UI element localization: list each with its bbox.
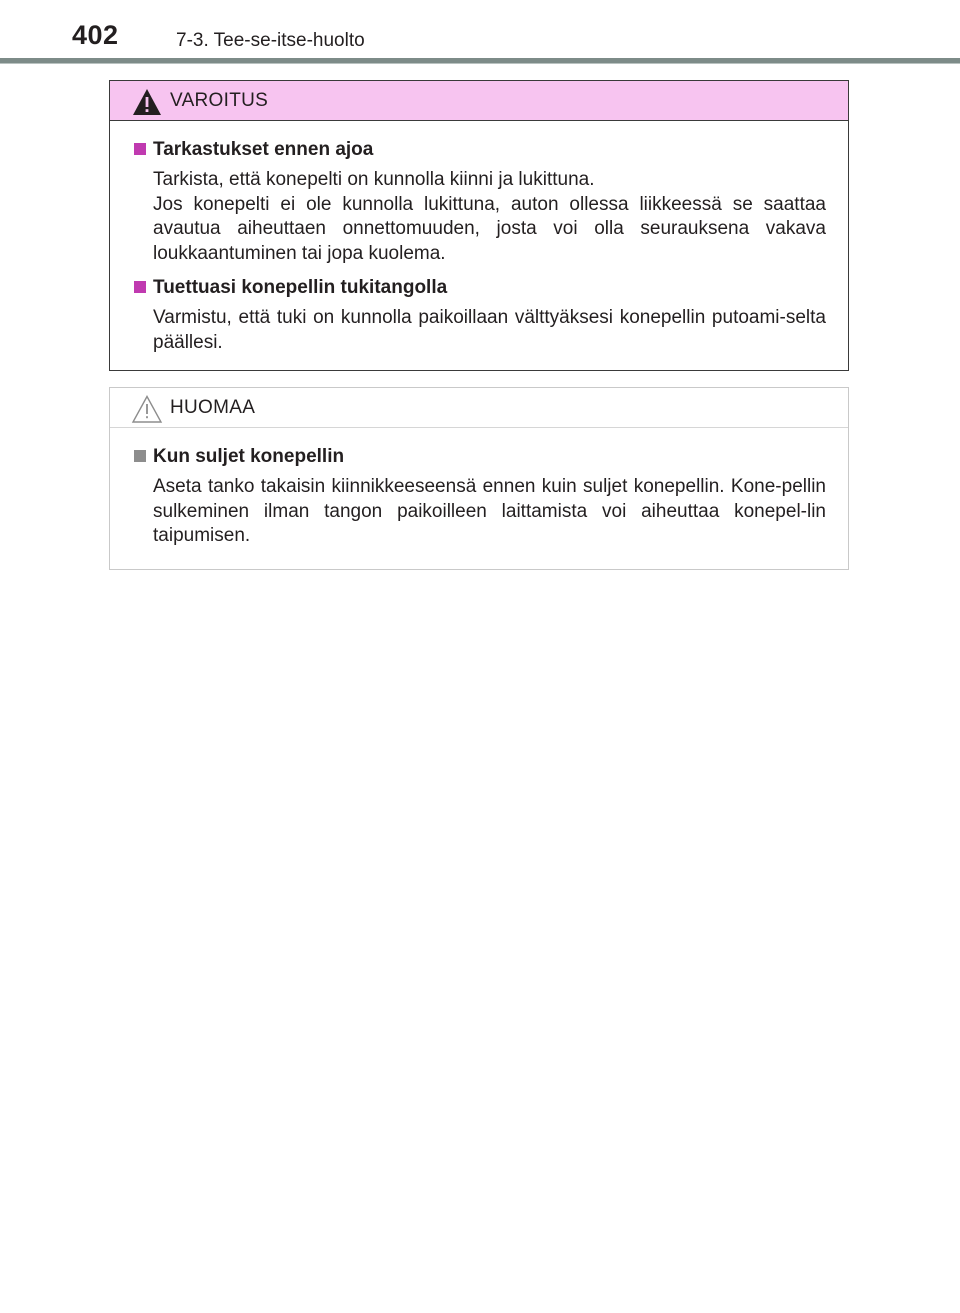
warning-item [130, 276, 828, 355]
warning-header [110, 81, 848, 121]
warning-triangle-icon [131, 87, 163, 117]
warning-item-text [130, 306, 828, 355]
warning-item-title [130, 138, 828, 162]
warning-item-line: Varmistu, että tuki on kunnolla paikoillaan välttyäksesi konepellin putoami-selta päällesi. [153, 307, 826, 353]
notice-item [130, 445, 828, 549]
notice-item-line: Aseta tanko takaisin kiinnikkeeseensä ennen kuin suljet konepellin. Kone-pellin sulkeminen ilman tangon paikoilleen laittamista voi aiheuttaa konepel-lin taipumisen. [153, 476, 826, 546]
notice-box [109, 387, 849, 570]
warning-item-line: Tarkista, että konepelti on kunnolla kiinni ja lukittuna. [153, 169, 595, 190]
warning-item [130, 138, 828, 266]
page-header [0, 0, 960, 66]
caution-triangle-icon [131, 394, 163, 424]
notice-body [110, 445, 848, 549]
notice-item-text [130, 475, 828, 549]
square-bullet-icon [134, 450, 146, 462]
header-divider [0, 58, 960, 64]
notice-label: HUOMAA [170, 397, 256, 418]
warning-item-line: Jos konepelti ei ole kunnolla lukittuna, auton ollessa liikkeessä se saattaa avautua aiheuttaen onnettomuuden, josta voi olla seurauksena vakava loukkaantuminen tai jopa kuolema. [153, 193, 826, 264]
notice-item-title-text: Kun suljet konepellin [153, 446, 345, 467]
notice-header [110, 388, 848, 428]
warning-body [110, 138, 848, 355]
warning-item-title [130, 276, 828, 300]
warning-label: VAROITUS [170, 90, 269, 111]
square-bullet-icon [134, 281, 146, 293]
page-number: 402 [72, 20, 119, 50]
warning-item-title-text: Tuettuasi konepellin tukitangolla [153, 277, 448, 298]
notice-item-title [130, 445, 828, 469]
warning-item-text [130, 168, 828, 266]
section-title: 7-3. Tee-se-itse-huolto [176, 30, 365, 51]
square-bullet-icon [134, 143, 146, 155]
warning-item-title-text: Tarkastukset ennen ajoa [153, 139, 374, 160]
warning-box [109, 80, 849, 371]
